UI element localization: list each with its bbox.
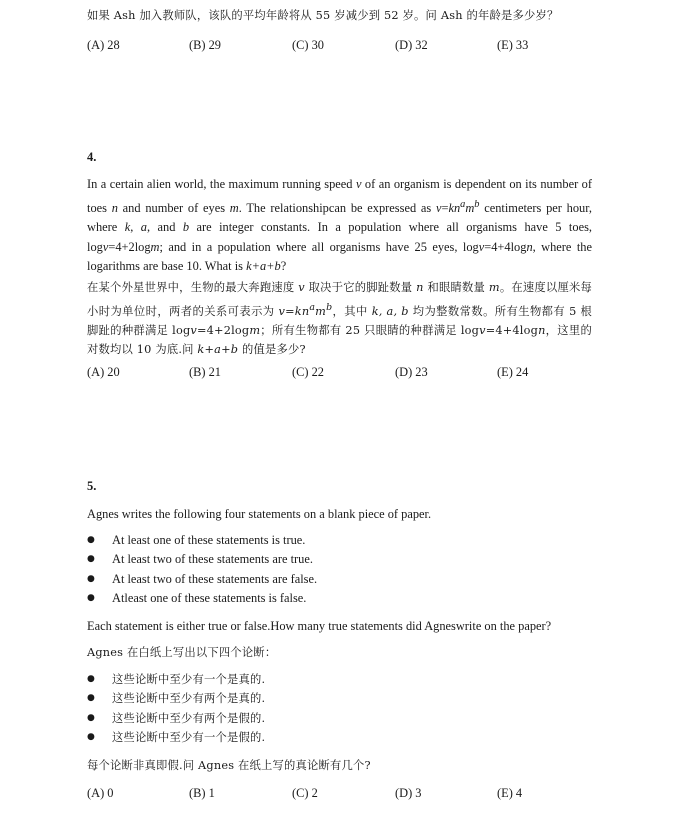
q4-english-text: In a certain alien world, the maximum running speed v of an organism is dependent on its number of toes n and number of eyes m. The relationshipcan be expressed as $v=kn^am^b$ centimeters per hour, where k, a, and b are integer constants. In a population where all organisms have 5 toes, logv=4+2logm; and in a population where all organisms have 25 eyes, logv=4+4logn, where the logarithms are base 10. What is k+a+b? bbox=[87, 177, 592, 274]
q5-chinese-intro: Agnes 在白纸上写出以下四个论断： bbox=[87, 646, 277, 659]
q3-option-a: (A) 28 bbox=[87, 38, 120, 52]
q5-english-statements bbox=[87, 531, 592, 608]
q5-english-statement-2: ● At least two of these statements are true. bbox=[87, 550, 592, 569]
q5-option-a: (A) 0 bbox=[87, 786, 114, 800]
q5-chinese-statement-1: ● 这些论断中至少有一个是真的. bbox=[87, 670, 592, 689]
q3-option-e: (E) 33 bbox=[497, 38, 529, 52]
q5-english-statement-4: ● Atleast one of these statements is false. bbox=[87, 589, 592, 608]
q5-english-statement-3: ● At least two of these statements are false. bbox=[87, 570, 592, 589]
q5-option-e: (E) 4 bbox=[497, 786, 523, 800]
q5-option-d: (D) 3 bbox=[395, 786, 422, 800]
q5-chinese-question: 每个论断非真即假.问 Agnes 在纸上写的真论断有几个? bbox=[87, 759, 371, 772]
q5-english-intro: Agnes writes the following four statements on a blank piece of paper. bbox=[87, 507, 432, 521]
q5-option-c: (C) 2 bbox=[292, 786, 318, 800]
q4-number: 4. bbox=[87, 150, 97, 164]
q4-option-a: (A) 20 bbox=[87, 365, 120, 379]
q5-number: 5. bbox=[87, 479, 97, 493]
q5-chinese-statement-2: ● 这些论断中至少有两个是真的. bbox=[87, 689, 592, 708]
q3-option-c: (C) 30 bbox=[292, 38, 325, 52]
q4-option-e: (E) 24 bbox=[497, 365, 529, 379]
q4-option-c: (C) 22 bbox=[292, 365, 325, 379]
q4-option-d: (D) 23 bbox=[395, 365, 428, 379]
q5-english-question: Each statement is either true or false.How many true statements did Agneswrite on the paper? bbox=[87, 619, 552, 633]
q5-chinese-statements bbox=[87, 670, 592, 747]
q5-english-statement-1: ● At least one of these statements is true. bbox=[87, 531, 592, 550]
q3-option-b: (B) 29 bbox=[189, 38, 222, 52]
q3-option-d: (D) 32 bbox=[395, 38, 428, 52]
q5-chinese-statement-3: ● 这些论断中至少有两个是假的. bbox=[87, 709, 592, 728]
q5-option-b: (B) 1 bbox=[189, 786, 215, 800]
q4-option-b: (B) 21 bbox=[189, 365, 222, 379]
q4-chinese-text: 在某个外星世界中，生物的最大奔跑速度 v 取决于它的脚趾数量 n 和眼睛数量 m。在速度以厘米每小时为单位时，两者的关系可表示为 $v=kn^am^b$，其中 k, a, b 均为整数常数。所有生物都有 5 根脚趾的种群满足 logv=4+2logm；所有生物都有 25 只眼睛的种群满足 logv=4+4logn，这里的对数均以 10 为底.问 k+a+b 的值是多少? bbox=[87, 281, 593, 357]
q3-chinese-text: 如果 Ash 加入教师队，该队的平均年龄将从 55 岁减少到 52 岁。问 Ash 的年龄是多少岁？ bbox=[87, 9, 559, 22]
q5-chinese-statement-4: ● 这些论断中至少有一个是假的. bbox=[87, 728, 592, 747]
